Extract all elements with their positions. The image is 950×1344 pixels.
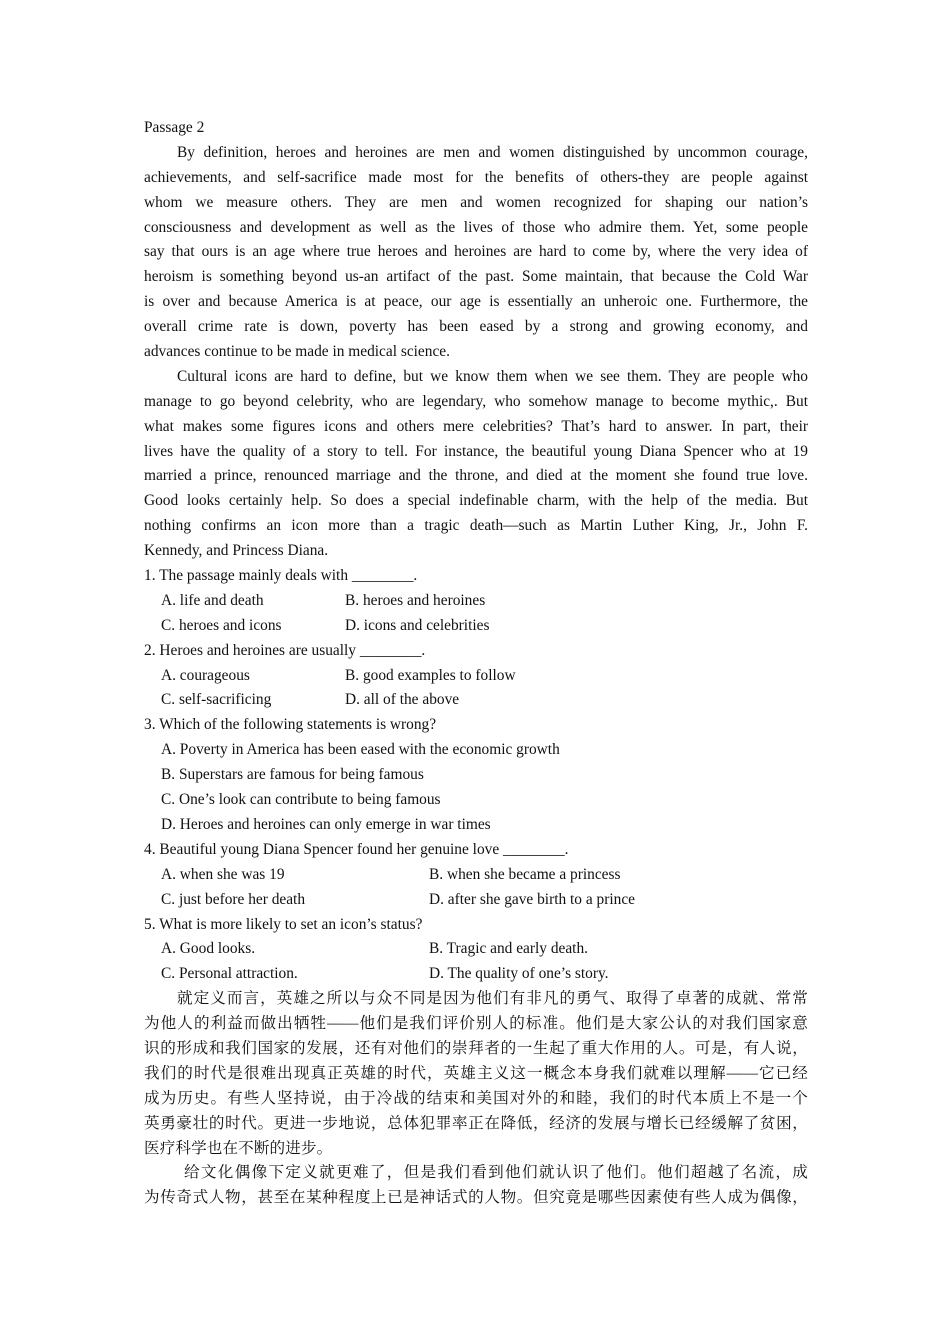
question-5-options-row	[144, 937, 808, 962]
translation-p1-line: 识的形成和我们国家的发展，还有对他们的崇拜者的一生起了重大作用的人。可是，有人说，	[144, 1039, 808, 1057]
p1-line: heroism is something beyond us-an artifact of the past. Some maintain, that because the Cold War	[144, 268, 808, 286]
p2-line: Good looks certainly help. So does a special indefinable charm, with the help of the media. But	[144, 492, 808, 510]
p1-line: say that ours is an age where true heroes and heroines are hard to come by, where the very idea of	[144, 243, 808, 261]
passage-title: Passage 2	[144, 119, 205, 136]
translation-p2-line: 给文化偶像下定义就更难了，但是我们看到他们就认识了他们。他们超越了名流，成	[184, 1164, 808, 1182]
p1-line: whom we measure others. They are men and women recognized for shaping our nation’s	[144, 193, 808, 211]
p1-line: is over and because America is at peace, our age is essentially an unheroic one. Furthermore, the	[144, 293, 808, 311]
question-3-stem: 3. Which of the following statements is wrong?	[144, 716, 437, 734]
question-4-options-row	[144, 863, 808, 888]
p2-line: married a prince, renounced marriage and the throne, and died at the moment she found true love.	[144, 467, 808, 485]
p1-line: advances continue to be made in medical science.	[144, 343, 450, 361]
p2-line: what makes some figures icons and others mere celebrities? That’s hard to answer. In part, their	[144, 417, 808, 435]
question-1-stem: 1. The passage mainly deals with ________.	[144, 567, 418, 585]
p1-line: achievements, and self-sacrifice made most for the benefits of others-they are people against	[144, 168, 808, 186]
q4-option-d: D. after she gave birth to a prince	[429, 890, 635, 908]
q4-option-c: C. just before her death	[161, 890, 306, 908]
q5-option-c: C. Personal attraction.	[161, 965, 298, 983]
question-2-options-row	[144, 688, 808, 713]
question-1-options-row	[144, 614, 808, 639]
q2-option-d: D. all of the above	[345, 691, 460, 709]
question-4-options-row	[144, 888, 808, 913]
question-1-options-row	[144, 589, 808, 614]
p2-line: Cultural icons are hard to define, but we know them when we see them. They are people who	[177, 367, 808, 385]
q3-option-d: D. Heroes and heroines can only emerge in war times	[161, 815, 491, 833]
q4-option-a: A. when she was 19	[161, 865, 285, 883]
q4-option-b: B. when she became a princess	[429, 865, 621, 883]
question-5-options-row	[144, 962, 808, 987]
q1-option-b: B. heroes and heroines	[345, 591, 486, 609]
question-4-stem: 4. Beautiful young Diana Spencer found her genuine love ________.	[144, 840, 569, 858]
q3-option-a: A. Poverty in America has been eased with the economic growth	[161, 741, 560, 759]
document-page	[144, 116, 808, 1211]
translation-p1-line: 医疗科学也在不断的进步。	[144, 1139, 333, 1157]
p2-line: lives have the quality of a story to tell. For instance, the beautiful young Diana Spencer who at 19	[144, 442, 808, 460]
p2-line: manage to go beyond celebrity, who are legendary, who somehow manage to become mythic,. But	[144, 392, 808, 410]
translation-p1-line: 我们的时代是很难出现真正英雄的时代，英雄主义这一概念本身我们就难以理解——它已经	[144, 1064, 808, 1082]
p1-line: overall crime rate is down, poverty has been eased by a strong and growing economy, and	[144, 318, 808, 336]
q2-option-c: C. self-sacrificing	[161, 691, 272, 709]
q5-option-d: D. The quality of one’s story.	[429, 965, 609, 983]
question-5-stem: 5. What is more likely to set an icon’s status?	[144, 915, 423, 933]
q3-option-c: C. One’s look can contribute to being famous	[161, 791, 441, 809]
q5-option-a: A. Good looks.	[161, 940, 256, 958]
translation-p1-line: 英勇豪壮的时代。更进一步地说，总体犯罪率正在降低，经济的发展与增长已经缓解了贫困，	[144, 1114, 808, 1132]
q5-option-b: B. Tragic and early death.	[429, 940, 589, 958]
q2-option-a: A. courageous	[161, 666, 250, 684]
q1-option-d: D. icons and celebrities	[345, 616, 490, 634]
translation-p1-line: 为他人的利益而做出牺牲——他们是我们评价别人的标准。他们是大家公认的对我们国家意	[144, 1015, 808, 1033]
p1-line: By definition, heroes and heroines are men and women distinguished by uncommon courage,	[177, 143, 808, 161]
translation-p2-line: 为传奇式人物，甚至在某种程度上已是神话式的人物。但究竟是哪些因素使有些人成为偶像，	[144, 1189, 808, 1207]
translation-p1-line: 就定义而言，英雄之所以与众不同是因为他们有非凡的勇气、取得了卓著的成就、常常	[177, 990, 808, 1008]
translation-p1-line: 成为历史。有些人坚持说，由于冷战的结束和美国对外的和睦，我们的时代本质上不是一个	[144, 1089, 808, 1107]
q2-option-b: B. good examples to follow	[345, 666, 516, 684]
question-2-options-row	[144, 664, 808, 689]
q1-option-c: C. heroes and icons	[161, 616, 282, 634]
q1-option-a: A. life and death	[161, 591, 264, 609]
p1-line: consciousness and development as well as the lives of those who admire them. Yet, some people	[144, 218, 808, 236]
question-2-stem: 2. Heroes and heroines are usually ________.	[144, 641, 426, 659]
q3-option-b: B. Superstars are famous for being famous	[161, 766, 424, 784]
p2-line: nothing confirms an icon more than a tragic death—such as Martin Luther King, Jr., John F.	[144, 517, 808, 535]
p2-line: Kennedy, and Princess Diana.	[144, 542, 329, 560]
